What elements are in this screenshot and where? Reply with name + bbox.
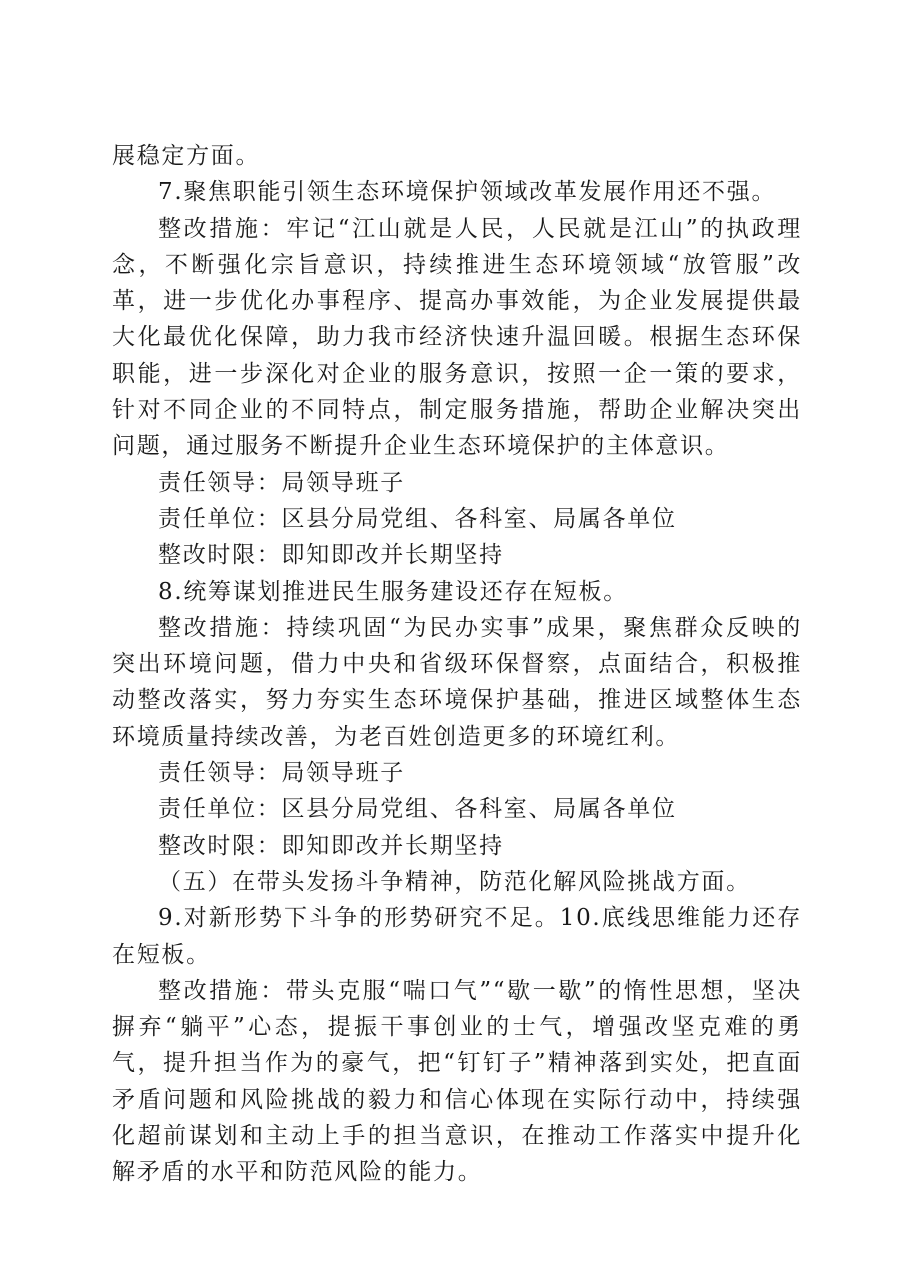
item-7-heading: 7.聚焦职能引领生态环境保护领域改革发展作用还不强。: [158, 179, 777, 206]
item-7-responsible-leader: 责任领导：局领导班子: [158, 469, 405, 496]
item-7-responsible-unit: 责任单位：区县分局党组、各科室、局属各单位: [158, 505, 677, 532]
document-body: [112, 138, 802, 1191]
item-8-measures: 整改措施：持续巩固“为民办实事”成果，聚焦群众反映的突出环境问题，借力中央和省级环保督察，点面结合，积极推动整改落实，努力夯实生态环境保护基础，推进区域整体生态环境质量持续改善，为老百姓创造更多的环境红利。: [112, 614, 802, 750]
item-8-heading: 8.统筹谋划推进民生服务建设还存在短板。: [158, 578, 628, 605]
item-8-deadline: 整改时限：即知即改并长期坚持: [158, 832, 504, 859]
item-8-responsible-leader: 责任领导：局领导班子: [158, 760, 405, 787]
item-7-deadline: 整改时限：即知即改并长期坚持: [158, 542, 504, 569]
section-5-heading: （五）在带头发扬斗争精神，防范化解风险挑战方面。: [158, 868, 751, 895]
paragraph-continuation: 展稳定方面。: [112, 143, 261, 169]
items-9-10-heading: 9.对新形势下斗争的形势研究不足。10.底线思维能力还存在短板。: [112, 905, 802, 968]
item-7-measures: 整改措施：牢记“江山就是人民，人民就是江山”的执政理念，不断强化宗旨意识，持续推进生态环境领域“放管服”改革，进一步优化办事程序、提高办事效能，为企业发展提供最大化最优化保障，助力我市经济快速升温回暖。根据生态环保职能，进一步深化对企业的服务意识，按照一企一策的要求，针对不同企业的不同特点，制定服务措施，帮助企业解决突出问题，通过服务不断提升企业生态环境保护的主体意识。: [112, 215, 802, 460]
item-8-responsible-unit: 责任单位：区县分局党组、各科室、局属各单位: [158, 796, 677, 823]
items-9-10-measures: 整改措施：带头克服“喘口气”“歇一歇”的惰性思想，坚决摒弃“躺平”心态，提振干事创业的士气，增强改坚克难的勇气，提升担当作为的豪气，把“钉钉子”精神落到实处，把直面矛盾问题和风险挑战的毅力和信心体现在实际行动中，持续强化超前谋划和主动上手的担当意识，在推动工作落实中提升化解矛盾的水平和防范风险的能力。: [112, 977, 802, 1186]
